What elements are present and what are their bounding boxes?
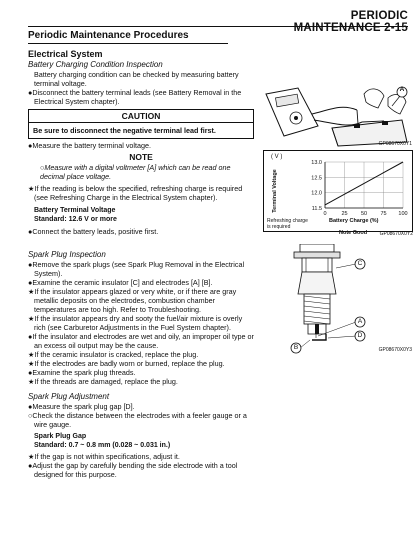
spark-plug-illustration <box>262 244 412 354</box>
disconnect-step: ●Disconnect the battery terminal leads (see Battery Removal in the Electrical System chapter). <box>28 88 242 106</box>
plug-label-a: A <box>357 318 363 325</box>
x-tick-label: 100 <box>398 211 408 217</box>
adjust-step-4: ●Adjust the gap by carefully bending the side electrode with a tool designed for this purpose. <box>28 461 238 479</box>
y-tick-label: 11.5 <box>311 206 322 212</box>
inspection-step: ●Examine the spark plug threads. <box>28 368 136 377</box>
inspection-step: ●Remove the spark plugs (see Spark Plug Removal in the Electrical System). <box>28 260 245 278</box>
note-text: ○Measure with a digital voltmeter [A] which can be read one decimal place voltage. <box>40 163 231 181</box>
inspection-step: ★If the ceramic insulator is cracked, replace the plug. <box>28 350 199 359</box>
adjustment-heading: Spark Plug Adjustment <box>28 392 110 401</box>
inspection-step: ★If the electrodes are badly worn or burned, replace the plug. <box>28 359 225 368</box>
left-note-2: is required <box>267 224 291 230</box>
text-column-top <box>28 49 254 236</box>
inspection-step: ●If the insulator and electrodes are wet and oily, an improper oil type or an excess oil output may be the cause. <box>28 332 254 350</box>
caution-text: Be sure to disconnect the negative terminal lead first. <box>28 123 254 139</box>
inspection-step: ★If the insulator appears dry and sooty the fuel/air mixture is overly rich (see Carburetor Adjustments in the Fuel System chapter). <box>28 314 243 332</box>
spark-plug-figure <box>262 244 412 354</box>
x-axis-label: Battery Charge (%) <box>329 218 379 224</box>
measure-step: ●Measure the battery terminal voltage. <box>28 141 151 150</box>
inspection-step: ★If the insulator appears glazed or very white, or if there are gray metallic deposits on the electrodes, combustion chamber temperatures are too high. Refer to Troubleshooting. <box>28 287 237 314</box>
connect-step: ●Connect the battery leads, positive first. <box>28 227 159 236</box>
text-column-bottom <box>28 250 254 479</box>
inspection-step: ★If the threads are damaged, replace the plug. <box>28 377 178 386</box>
header-rule <box>28 26 408 27</box>
battery-intro: Battery charging condition can be checked by measuring battery terminal voltage. <box>34 70 239 88</box>
plug-label-b: B <box>293 344 299 351</box>
section-title: Periodic Maintenance Procedures <box>28 30 189 41</box>
caution-title: CAUTION <box>28 109 254 123</box>
left-note-1: Refreshing charge <box>267 218 308 224</box>
voltmeter-figure <box>262 84 412 148</box>
refresh-step: ★If the reading is below the specified, refreshing charge is required (see Refreshing Charge in the Electrical System chapter). <box>28 184 243 202</box>
battery-spec-value: Standard: 12.6 V or more <box>34 215 117 223</box>
gap-spec-value: Standard: 0.7 ~ 0.8 mm (0.028 ~ 0.031 in.) <box>34 441 171 449</box>
y-axis-label: Terminal Voltage <box>272 169 278 213</box>
page-header: PERIODIC MAINTENANCE 2-15 <box>293 10 408 34</box>
y-tick-label: 13.0 <box>311 160 322 166</box>
adjust-step-2: ○Check the distance between the electrodes with a feeler gauge or a wire gauge. <box>28 411 247 429</box>
battery-subheading: Battery Charging Condition Inspection <box>28 60 163 69</box>
battery-spec-label: Battery Terminal Voltage <box>34 207 116 214</box>
y-tick-label: 12.5 <box>311 175 322 182</box>
figure3-code: GP08670X0Y3 <box>378 347 412 353</box>
x-tick-label: 50 <box>360 211 368 217</box>
x-tick-label: 0 <box>323 211 327 217</box>
section-rule <box>28 43 228 44</box>
adjust-step-1: ●Measure the spark plug gap [D]. <box>28 402 135 411</box>
inspection-step: ●Examine the ceramic insulator [C] and electrodes [A] [B]. <box>28 278 213 287</box>
figure2-code: GP08670X0Y2 <box>379 231 413 237</box>
x-tick-label: 75 <box>380 211 387 217</box>
chart-unit-label: ( V ) <box>271 154 283 160</box>
inspection-heading: Spark Plug Inspection <box>28 250 106 259</box>
right-note: Note Good <box>339 230 368 236</box>
voltage-chart-figure <box>263 150 413 238</box>
note-title: NOTE <box>129 152 153 162</box>
adjust-step-3: ★If the gap is not within specifications, adjust it. <box>28 452 180 461</box>
x-tick-label: 25 <box>341 211 348 217</box>
figure1-code: GP08670X0Y1 <box>378 141 412 147</box>
electrical-heading: Electrical System <box>28 49 103 59</box>
plug-label-c: C <box>357 260 363 267</box>
figure-label-a: A <box>399 86 405 93</box>
caution-box <box>28 109 254 139</box>
voltmeter-illustration <box>262 84 412 148</box>
y-tick-label: 12.0 <box>311 190 322 197</box>
gap-spec-label: Spark Plug Gap <box>34 433 87 440</box>
plug-label-d: D <box>357 332 363 339</box>
